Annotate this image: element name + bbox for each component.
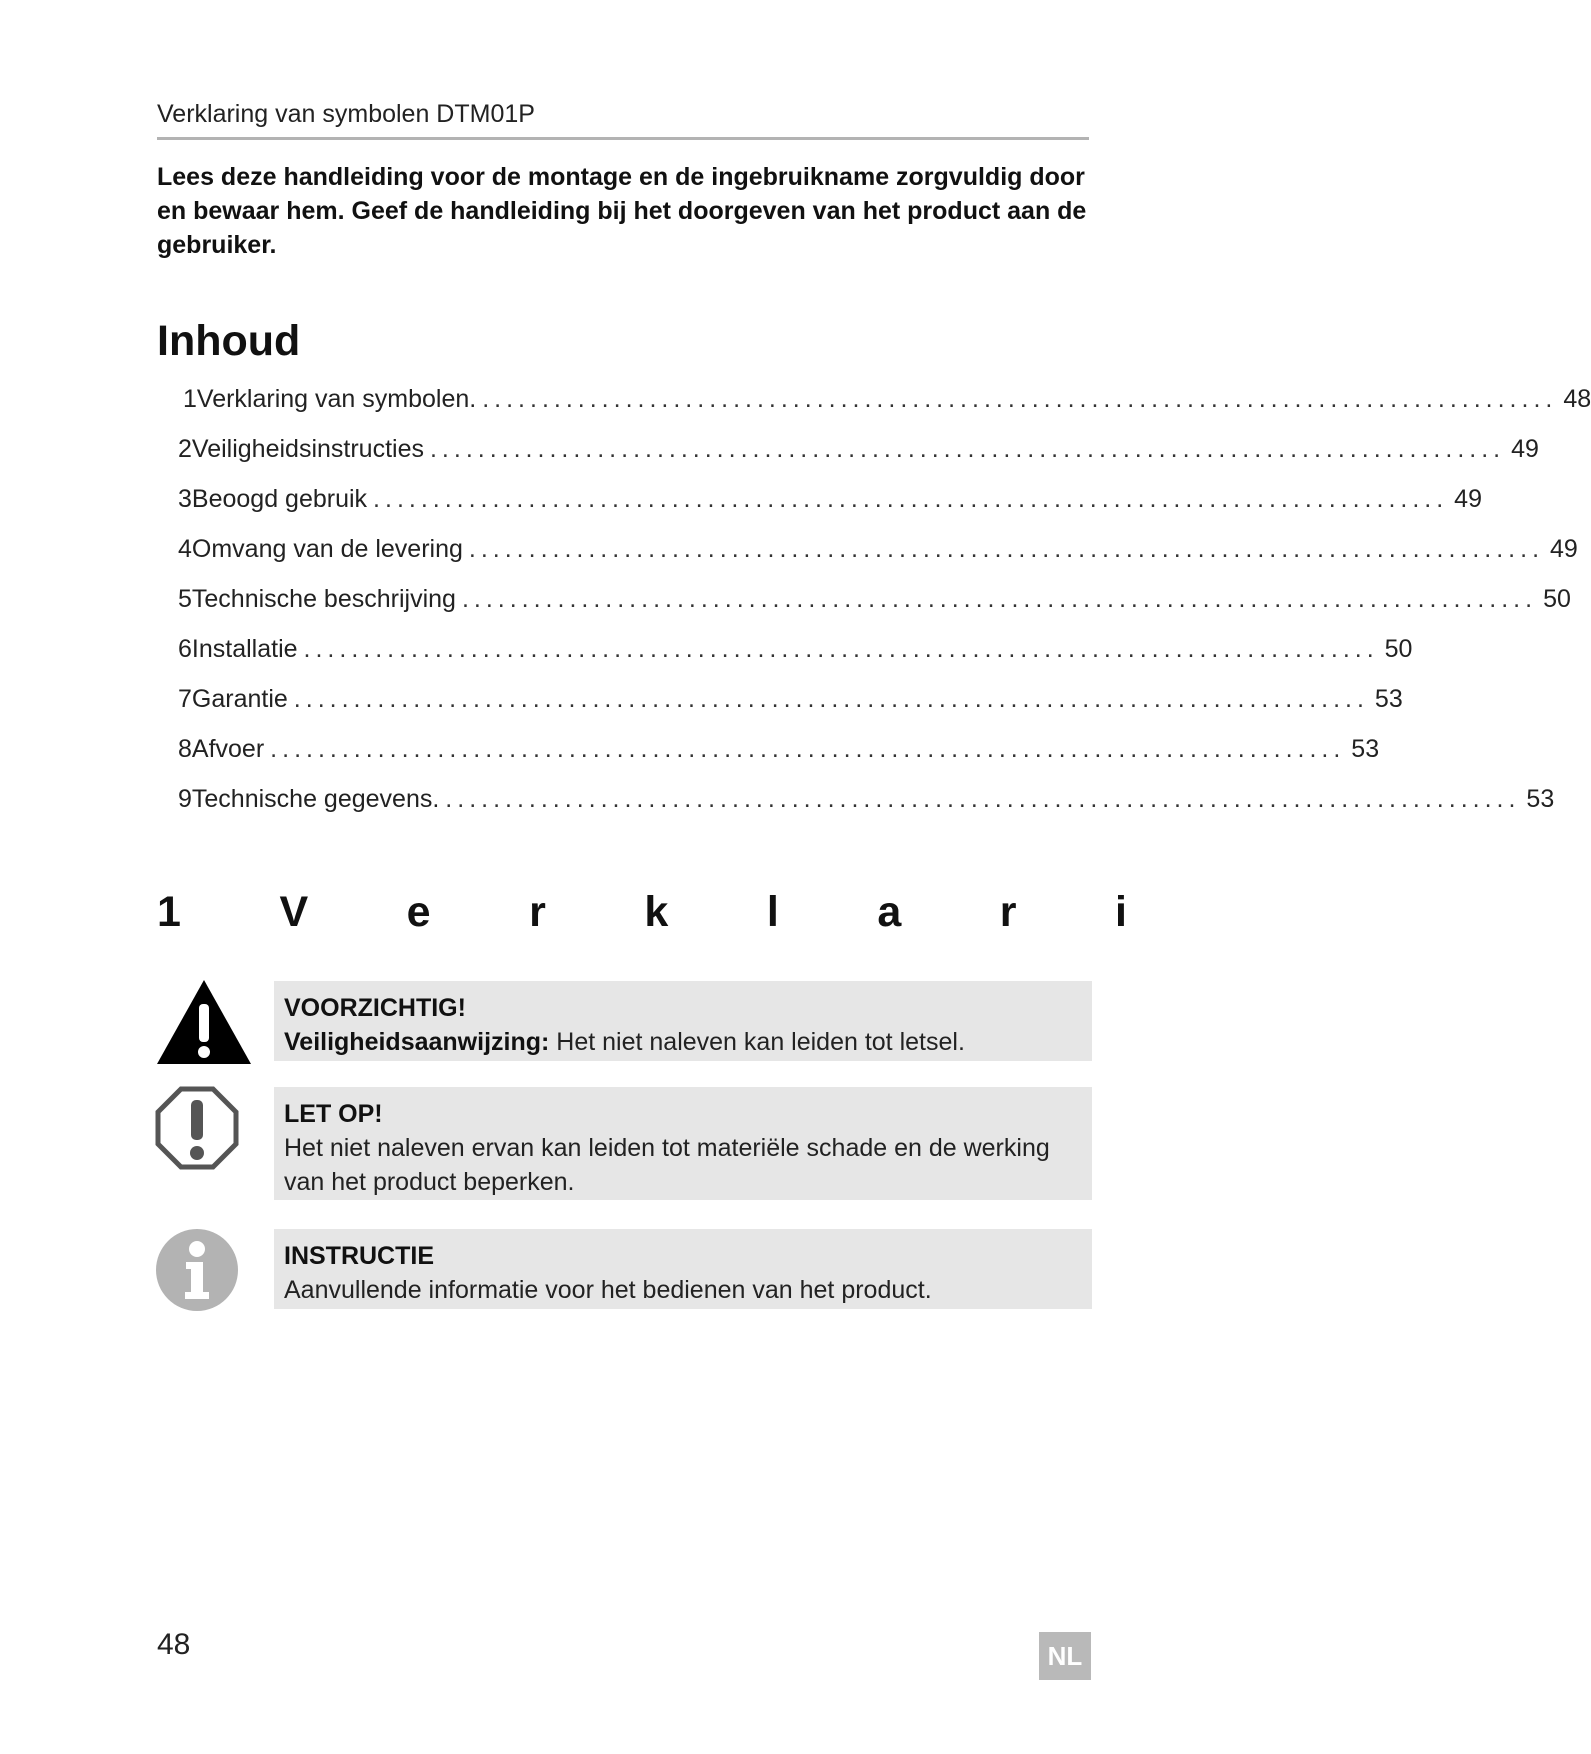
toc-entry-page: 50 [1384,635,1413,663]
language-badge: NL [1039,1632,1091,1680]
section-title-char: a [877,888,902,936]
toc-entry-number: 8 [178,735,192,763]
toc-entry[interactable] [178,485,1482,519]
toc-entry[interactable] [178,585,1571,619]
notice-text: Aanvullende informatie voor het bedienen van het product. [284,1276,932,1304]
notice-title: VOORZICHTIG! [284,994,466,1022]
toc-entry[interactable] [178,435,1539,469]
running-header: Verklaring van symbolen DTM01P [157,100,1089,140]
toc-entry-number: 6 [178,635,192,663]
attention-notice [274,1087,1092,1200]
section-title-char: r [529,888,546,936]
page-number: 48 [157,1628,191,1661]
toc-leader: .......................................................................................... [461,585,1538,613]
section-title [157,888,1127,937]
toc-entry[interactable] [178,735,1380,769]
toc-entry[interactable] [178,535,1578,569]
notice-text: Het niet naleven kan leiden tot letsel. [549,1028,965,1056]
toc-entry-page: 49 [1550,535,1578,563]
toc-leader: .......................................................................................... [373,485,1449,513]
toc-entry-number: 3 [178,485,192,513]
warning-triangle-icon [155,978,253,1066]
info-circle-icon [155,1228,239,1312]
toc-entry-title: Garantie [191,685,288,713]
section-title-char: k [644,888,669,936]
toc-entry-title: Installatie [191,635,298,663]
section-title-char: e [406,888,431,936]
toc-entry-page: 49 [1511,435,1539,463]
notice-title: LET OP! [284,1100,383,1128]
notice-label: Veiligheidsaanwijzing: [284,1028,550,1056]
toc-entry-page: 50 [1543,585,1571,613]
toc-entry-page: 49 [1454,485,1482,513]
toc-leader: .......................................................................................... [468,535,1545,563]
toc-entry-number: 4 [178,535,192,563]
section-title-char: V [279,888,309,936]
toc-leader: .......................................................................................... [445,785,1521,813]
toc-entry-page: 53 [1351,735,1380,763]
toc-entry-page: 48 [1563,385,1591,413]
toc-entry-number: 2 [178,435,192,463]
toc-entry-number: 9 [178,785,192,813]
toc-entry-page: 53 [1526,785,1555,813]
notice-text: Het niet naleven ervan kan leiden tot materiële schade en de werking van het product beperken. [284,1134,1050,1196]
toc-entry-title: Technische gegevens. [191,785,440,813]
toc-entry[interactable] [183,385,1591,419]
attention-octagon-icon [155,1086,239,1170]
caution-notice [274,981,1092,1061]
toc-entry-number: 1 [183,385,197,413]
section-title-char: 1 [157,888,181,936]
toc-leader: .......................................................................................... [303,635,1379,663]
toc-entry-page: 53 [1374,685,1403,713]
intro-text: Lees deze handleiding voor de montage en de ingebruikname zorgvuldig door en bewaar hem. Geef de handleiding bij het doorgeven van het product aan de gebruiker. [157,163,1087,259]
toc-entry[interactable] [178,685,1403,719]
toc-entry-title: Verklaring van symbolen. [196,385,477,413]
section-title-char: r [999,888,1017,936]
toc-entry-number: 7 [178,685,192,713]
notice-title: INSTRUCTIE [284,1242,434,1270]
toc-leader: .......................................................................................... [270,735,1346,763]
toc-entry-title: Afvoer [191,735,265,763]
section-title-char: l [766,888,779,936]
toc-leader: .......................................................................................... [482,385,1558,413]
toc-entry-title: Beoogd gebruik [191,485,368,513]
section-title-char: i [1115,888,1127,936]
toc-leader: .......................................................................................... [293,685,1369,713]
toc-entry-title: Technische beschrijving [191,585,456,613]
toc-entry[interactable] [178,785,1555,819]
toc-heading: Inhoud [157,317,301,365]
toc-entry-title: Veiligheidsinstructies [191,435,424,463]
toc-entry-title: Omvang van de levering [191,535,463,563]
toc-entry-number: 5 [178,585,192,613]
toc-leader: .......................................................................................... [429,435,1506,463]
instruction-notice [274,1229,1092,1309]
toc-entry[interactable] [178,635,1413,669]
